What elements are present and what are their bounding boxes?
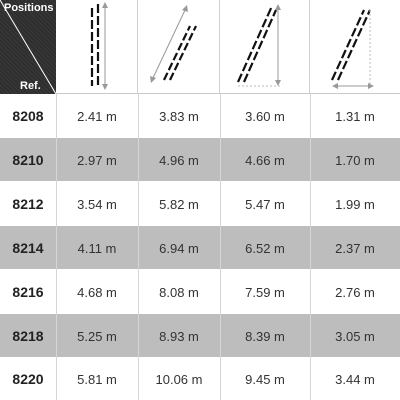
table-row xyxy=(0,314,400,358)
table-row xyxy=(0,182,400,226)
closed-length-cell: 4.68 m xyxy=(77,284,117,300)
table-row xyxy=(0,226,400,270)
row-ref: 8210 xyxy=(12,152,44,168)
base-distance-cell: 2.37 m xyxy=(335,240,375,256)
row-ref: 8214 xyxy=(12,240,44,256)
table-row xyxy=(0,270,400,314)
ref-label: Ref. xyxy=(20,80,41,92)
vertical-reach-cell: 3.60 m xyxy=(245,108,285,124)
ladder-vertical-reach-icon xyxy=(220,0,310,94)
header-row xyxy=(0,0,400,94)
ladder-base-distance-icon xyxy=(310,0,400,94)
vertical-reach-cell: 9.45 m xyxy=(245,371,285,387)
column-divider xyxy=(220,94,221,400)
closed-length-cell: 2.97 m xyxy=(77,152,117,168)
extended-length-cell: 8.93 m xyxy=(159,328,199,344)
column-divider xyxy=(310,94,311,400)
base-distance-cell: 1.70 m xyxy=(335,152,375,168)
vertical-reach-cell: 8.39 m xyxy=(245,328,285,344)
table-row xyxy=(0,358,400,400)
closed-length-cell: 4.11 m xyxy=(77,240,117,256)
row-ref: 8216 xyxy=(12,284,44,300)
base-distance-cell: 3.05 m xyxy=(335,328,375,344)
corner-header-cell xyxy=(0,0,56,94)
closed-length-cell: 5.81 m xyxy=(77,371,117,387)
table-row xyxy=(0,94,400,138)
vertical-reach-cell: 4.66 m xyxy=(245,152,285,168)
vertical-reach-cell: 7.59 m xyxy=(245,284,285,300)
column-header-extended xyxy=(138,0,220,94)
extended-length-cell: 10.06 m xyxy=(155,371,203,387)
base-distance-cell: 2.76 m xyxy=(335,284,375,300)
base-distance-cell: 1.99 m xyxy=(335,196,375,212)
column-header-closed xyxy=(56,0,138,94)
row-ref: 8208 xyxy=(12,108,44,124)
row-ref: 8220 xyxy=(12,371,44,387)
closed-length-cell: 2.41 m xyxy=(77,108,117,124)
ladder-extended-height-icon xyxy=(138,0,220,94)
table-row xyxy=(0,138,400,182)
column-divider xyxy=(138,94,139,400)
closed-length-cell: 5.25 m xyxy=(77,328,117,344)
row-ref: 8218 xyxy=(12,328,44,344)
extended-length-cell: 3.83 m xyxy=(159,108,199,124)
column-divider xyxy=(56,94,57,400)
closed-length-cell: 3.54 m xyxy=(77,196,117,212)
row-ref: 8212 xyxy=(12,196,44,212)
vertical-reach-cell: 6.52 m xyxy=(245,240,285,256)
extended-length-cell: 4.96 m xyxy=(159,152,199,168)
base-distance-cell: 1.31 m xyxy=(335,108,375,124)
column-header-base-distance xyxy=(310,0,400,94)
extended-length-cell: 8.08 m xyxy=(159,284,199,300)
positions-label: Positions xyxy=(4,2,54,14)
base-distance-cell: 3.44 m xyxy=(335,371,375,387)
extended-length-cell: 5.82 m xyxy=(159,196,199,212)
ladder-closed-icon xyxy=(56,0,138,94)
column-header-vertical-reach xyxy=(220,0,310,94)
extended-length-cell: 6.94 m xyxy=(159,240,199,256)
vertical-reach-cell: 5.47 m xyxy=(245,196,285,212)
